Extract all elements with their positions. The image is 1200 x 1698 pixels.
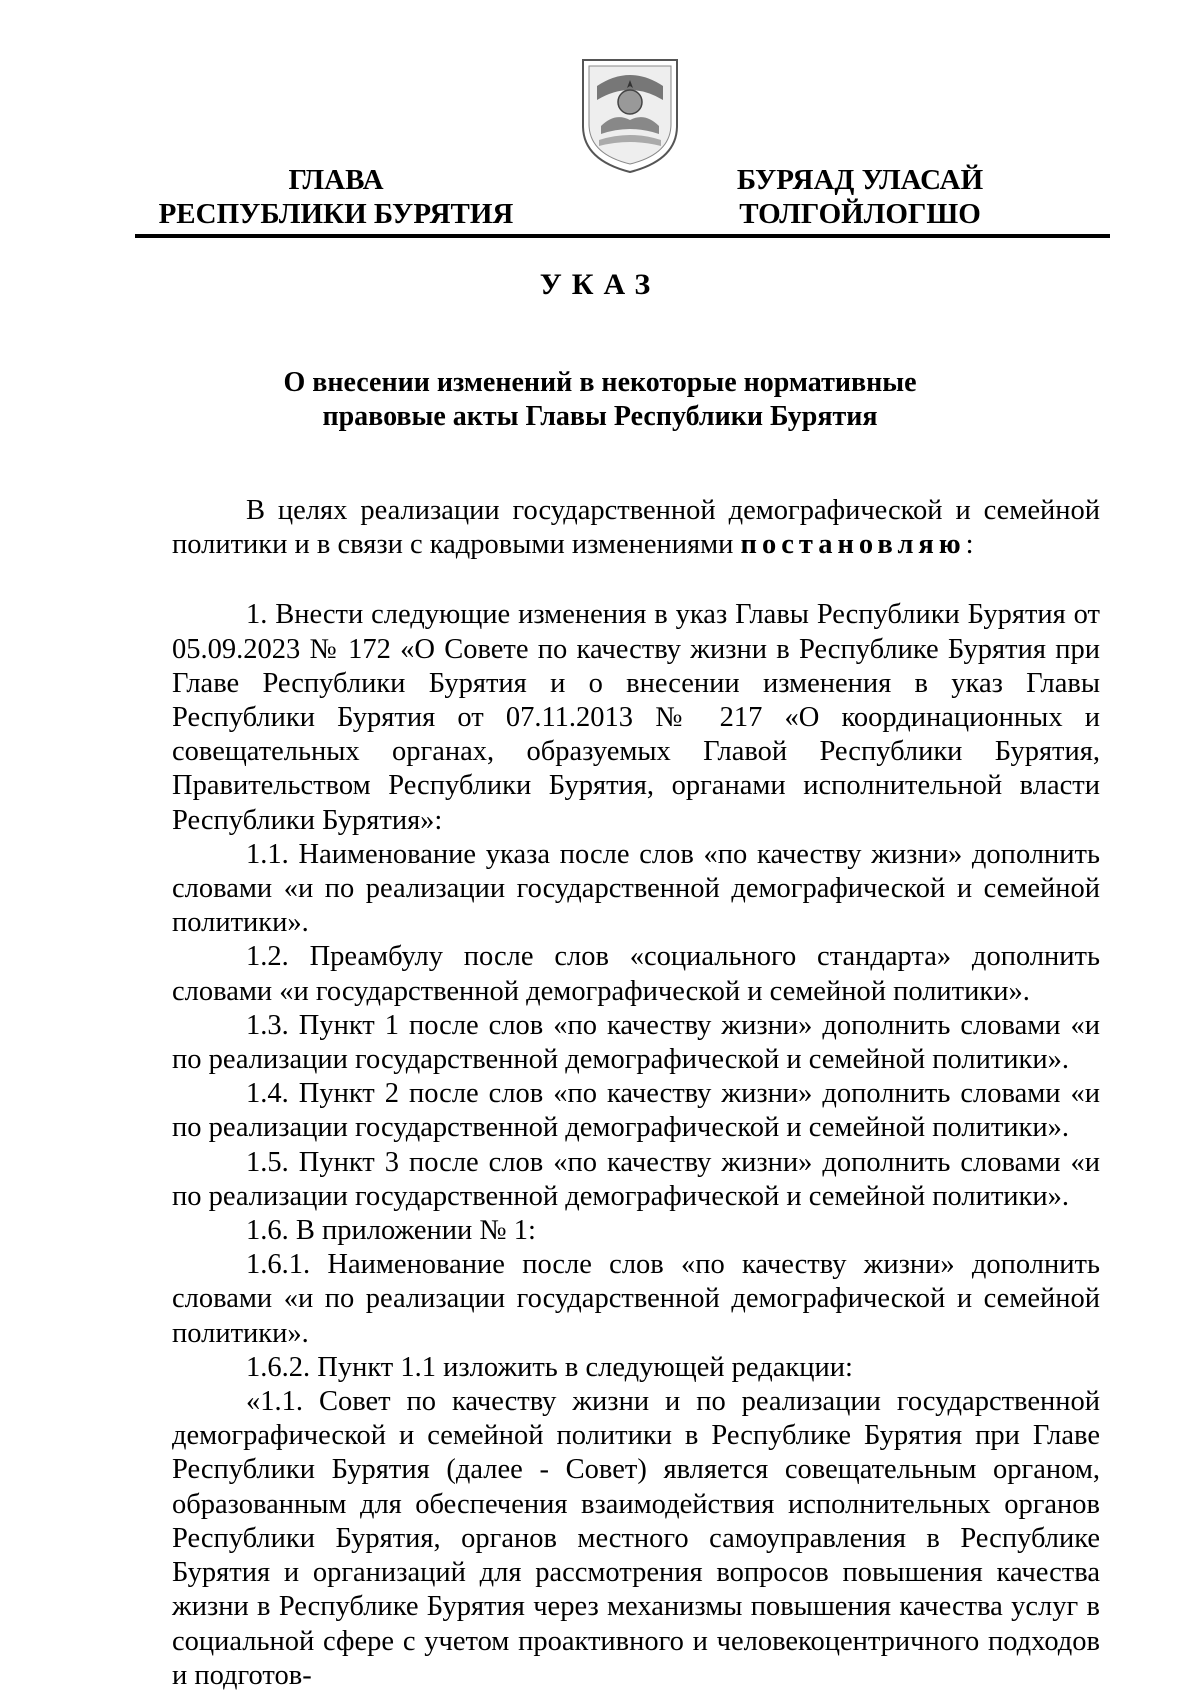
paragraph-1-2: 1.2. Преамбулу после слов «социального стандарта» дополнить словами «и государственной демографической и семейной политики». xyxy=(172,941,1100,1007)
header-right-line2: ТОЛГОЙЛОГШО xyxy=(739,198,981,230)
header-divider xyxy=(135,234,1110,238)
document-title-line1: О внесении изменений в некоторые нормативные xyxy=(283,367,917,398)
paragraph-1: 1. Внести следующие изменения в указ Главы Республики Бурятия от 05.09.2023 № 172 «О Совете по качеству жизни в Республике Бурятия при Главе Республики Бурятия и о внесении изменения в указ Главы Республики Бурятия от 07.11.2013 № 217 «О координационных и совещательных органах, образуемых Главой Республики Бурятия, Правительством Республики Бурятия, органами исполнительной власти Республики Бурятия»: xyxy=(172,599,1100,836)
header-right-line1: БУРЯАД УЛАСАЙ xyxy=(736,164,984,196)
document-body xyxy=(172,494,1100,1693)
document-title xyxy=(180,366,1020,434)
paragraph-1-6-1: 1.6.1. Наименование после слов «по качеству жизни» дополнить словами «и по реализации государственной демографической и семейной политики». xyxy=(172,1249,1100,1349)
preamble-end: : xyxy=(965,529,974,561)
paragraph-1-5: 1.5. Пункт 3 после слов «по качеству жизни» дополнить словами «и по реализации государственной демографической и семейной политики». xyxy=(172,1146,1100,1212)
document-type: УКАЗ xyxy=(539,268,661,301)
header-right xyxy=(710,163,1010,231)
decree-word: постановляю xyxy=(740,529,966,561)
paragraph-1-3: 1.3. Пункт 1 после слов «по качеству жизни» дополнить словами «и по реализации государственной демографической и семейной политики». xyxy=(172,1009,1100,1076)
paragraph-1-6: 1.6. В приложении № 1: xyxy=(246,1215,536,1247)
header-left-line1: ГЛАВА xyxy=(288,164,384,196)
document-title-line2: правовые акты Главы Республики Бурятия xyxy=(322,401,878,432)
header-left-line2: РЕСПУБЛИКИ БУРЯТИЯ xyxy=(158,198,514,230)
coat-of-arms-icon xyxy=(579,56,681,176)
header-left xyxy=(150,163,522,231)
paragraph-1-6-2: 1.6.2. Пункт 1.1 изложить в следующей редакции: xyxy=(246,1351,853,1383)
paragraph-1-4: 1.4. Пункт 2 после слов «по качеству жизни» дополнить словами «и по реализации государственной демографической и семейной политики». xyxy=(172,1078,1100,1144)
paragraph-quoted-1-1: «1.1. Совет по качеству жизни и по реализации государственной демографической и семейной политики в Республике Бурятия при Главе Республики Бурятия (далее - Совет) является совещательным органом, образованным для обеспечения взаимодействия исполнительных органов Республики Бурятия, органов местного самоуправления в Республике Бурятия и организаций для рассмотрения вопросов повышения качества жизни в Республике Бурятия через механизмы повышения качества услуг в социальной сфере с учетом проактивного и человекоцентричного подходов и подготов- xyxy=(172,1386,1100,1691)
preamble-text: В целях реализации государственной демографической и семейной политики и в связи с кадровыми изменениями xyxy=(172,495,1100,561)
paragraph-1-1: 1.1. Наименование указа после слов «по качеству жизни» дополнить словами «и по реализации государственной демографической и семейной политики». xyxy=(172,838,1100,939)
preamble-paragraph xyxy=(172,494,1100,562)
